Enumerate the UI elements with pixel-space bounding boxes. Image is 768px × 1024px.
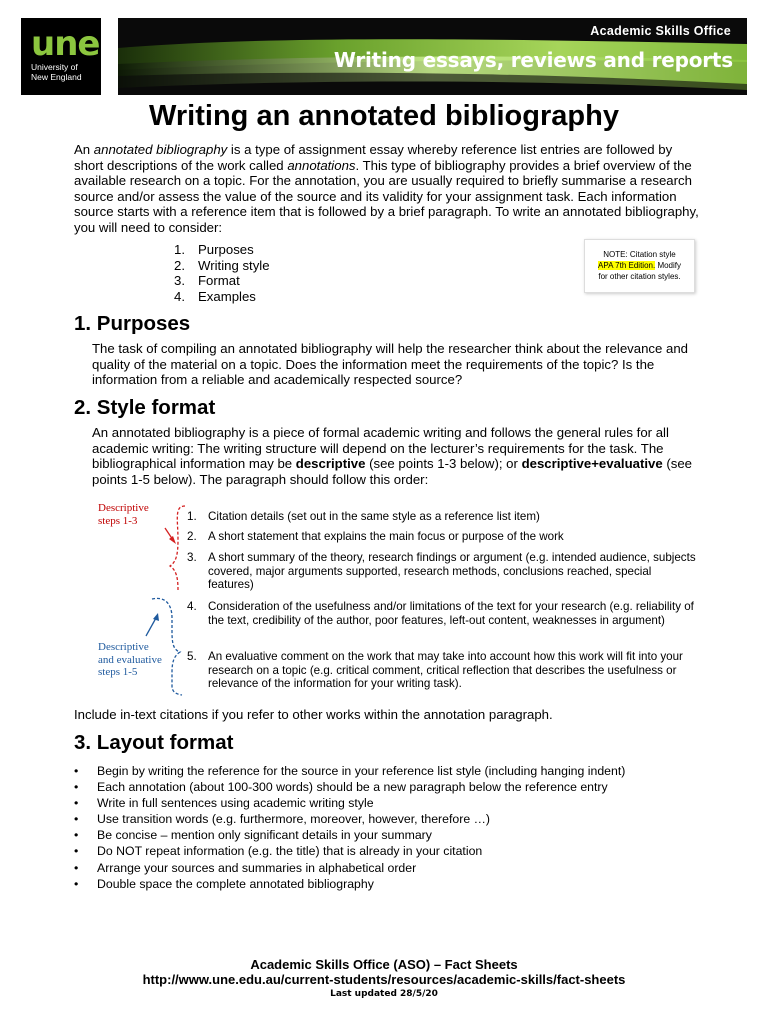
citation-note-box	[584, 239, 695, 293]
list-number: 2.	[174, 257, 185, 273]
list-item	[74, 811, 625, 827]
list-text: Writing style	[198, 257, 270, 273]
list-number: 4.	[187, 600, 197, 613]
list-number: 2.	[187, 530, 197, 543]
intro-text-3: . This type of bibliography provides a brief overview of the available research on a topic. For the annotation, you are usually required to briefly summarise a research source and/or assess the value of the source and its validity for your assignment task. Each information source starts with a reference item that is followed by a brief paragraph. To write an annotated bibliography, you will need to consider:	[74, 157, 699, 235]
list-item	[74, 763, 625, 779]
section-heading-layout-format: 3. Layout format	[74, 731, 234, 754]
note-line3: for other citation styles.	[598, 272, 681, 281]
desc-label-line2: steps 1-3	[98, 514, 138, 527]
desc-label-line1: Descriptive	[98, 502, 149, 514]
bullet: •	[74, 796, 79, 811]
intro-paragraph	[74, 142, 700, 236]
eval-label-line2: and evaluative	[98, 653, 162, 666]
list-text: Citation details (set out in the same style as a reference list item)	[208, 510, 540, 523]
logo-subtitle	[31, 62, 82, 82]
eval-label-line1: Descriptive	[98, 641, 149, 653]
header-banner	[118, 18, 747, 95]
list-number: 1.	[187, 510, 197, 523]
une-logo[interactable]	[21, 18, 101, 95]
section-heading-purposes: 1. Purposes	[74, 312, 191, 335]
intro-italic-2: annotations	[287, 157, 356, 173]
bullet: •	[74, 860, 79, 875]
note-highlight: APA 7th Edition.	[597, 261, 656, 270]
list-item	[187, 600, 697, 627]
list-item	[174, 242, 270, 258]
intro-italic-1: annotated bibliography	[93, 142, 228, 157]
list-item	[74, 779, 625, 795]
list-text: Examples	[198, 288, 256, 304]
bullet: •	[74, 876, 79, 891]
list-text: Do NOT repeat information (e.g. the title) that is already in your citation	[97, 844, 483, 859]
section-heading-style-format: 2. Style format	[74, 396, 216, 419]
list-item	[187, 650, 697, 691]
descriptive-steps-label	[98, 502, 149, 527]
consider-list	[174, 242, 270, 304]
note-line2	[585, 260, 694, 271]
footer-url-link[interactable]: http://www.une.edu.au/current-students/resources/academic-skills/fact-sheets	[142, 972, 626, 987]
list-text: Use transition words (e.g. furthermore, moreover, however, therefore …)	[97, 812, 490, 827]
list-text: Format	[198, 273, 240, 289]
list-text: Consideration of the usefulness and/or limitations of the text for your research (e.g. reliability of the text, credibility of the author, poor features, left-out content, weaknesses in argument)	[208, 600, 694, 627]
list-text: Write in full sentences using academic writing style	[97, 796, 374, 811]
blue-arrow-shaft	[146, 618, 156, 636]
list-number: 4.	[174, 288, 185, 304]
blue-arrow-head	[153, 613, 159, 621]
list-text: Each annotation (about 100-300 words) should be a new paragraph below the reference entry	[97, 780, 608, 795]
intro-text-1: An	[74, 142, 94, 157]
list-item	[187, 510, 697, 524]
style-format-paragraph	[92, 425, 702, 487]
list-text: A short summary of the theory, research findings or argument (e.g. intended audience, subjects covered, major arguments supported, research methods, conclusions reached, special features)	[208, 551, 696, 592]
list-item	[187, 530, 697, 544]
list-item	[174, 289, 270, 305]
list-item	[74, 860, 625, 876]
bullet: •	[74, 828, 79, 843]
list-text: An evaluative comment on the work that may take into account how this work will fit into your research on a topic (e.g. critical comment, critical reflection that describes the usefulness or relevance of the information for your writing task).	[208, 650, 683, 691]
list-item	[187, 551, 697, 592]
list-item	[74, 876, 625, 892]
style-text-1: An annotated bibliography is a piece of formal academic writing and follows the general rules for all academic writing: The writing structure will depend on the lecturer’s requirements for the task. The bibliographical information may be	[92, 425, 669, 472]
style-bold-1: descriptive	[295, 456, 366, 472]
footer-title: Academic Skills Office (ASO) – Fact Sheets	[250, 957, 518, 972]
style-text-2: (see points 1-3 below); or	[365, 456, 522, 472]
note-rest: Modify	[655, 261, 682, 270]
list-number: 3.	[174, 273, 185, 289]
list-item	[74, 843, 625, 859]
red-brace	[170, 506, 185, 592]
list-item	[74, 795, 625, 811]
layout-bullet-list	[74, 763, 625, 892]
page-title: Writing an annotated bibliography	[149, 100, 619, 132]
bullet: •	[74, 844, 79, 859]
list-text: Double space the complete annotated bibliography	[97, 876, 374, 891]
logo-sub-line1: University of	[31, 62, 78, 72]
red-arrow-head	[169, 536, 176, 544]
list-item	[174, 258, 270, 274]
list-number: 5.	[187, 650, 197, 663]
evaluative-steps-label	[98, 641, 162, 679]
intro-text-2: is a type of assignment essay whereby reference list entries are followed by short descriptions of the work called	[74, 142, 673, 173]
list-text: Purposes	[198, 242, 254, 257]
eval-label-line3: steps 1-5	[98, 666, 138, 678]
note-line1: NOTE: Citation style	[603, 250, 676, 259]
footer-updated: Last updated 28/5/20	[330, 989, 438, 999]
logo-sub-line2: New England	[31, 72, 82, 82]
purposes-paragraph: The task of compiling an annotated bibliography will help the researcher think about the relevance and quality of the material on a topic. Does the information meet the requirements of the topic? Is the information from a reliable and academically respected source?	[92, 341, 689, 388]
bullet: •	[74, 764, 79, 778]
office-name: Academic Skills Office	[590, 24, 731, 38]
bullet: •	[74, 812, 79, 827]
list-number: 3.	[187, 551, 197, 564]
list-item	[174, 273, 270, 289]
list-text: Arrange your sources and summaries in alphabetical order	[97, 860, 417, 875]
logo-text: une	[31, 24, 100, 64]
style-text-3: (see points 1-5 below). The paragraph should follow this order:	[92, 456, 693, 487]
list-text: Be concise – mention only significant details in your summary	[97, 828, 432, 843]
list-item	[74, 827, 625, 843]
banner-title: Writing essays, reviews and reports	[333, 48, 733, 72]
list-text: Begin by writing the reference for the source in your reference list style (including hanging indent)	[97, 764, 626, 778]
style-bold-2: descriptive+evaluative	[521, 456, 663, 472]
in-text-citation-note: Include in-text citations if you refer to other works within the annotation paragraph.	[74, 707, 553, 722]
bullet: •	[74, 780, 79, 795]
list-text: A short statement that explains the main focus or purpose of the work	[208, 530, 564, 543]
list-number: 1.	[174, 242, 185, 257]
